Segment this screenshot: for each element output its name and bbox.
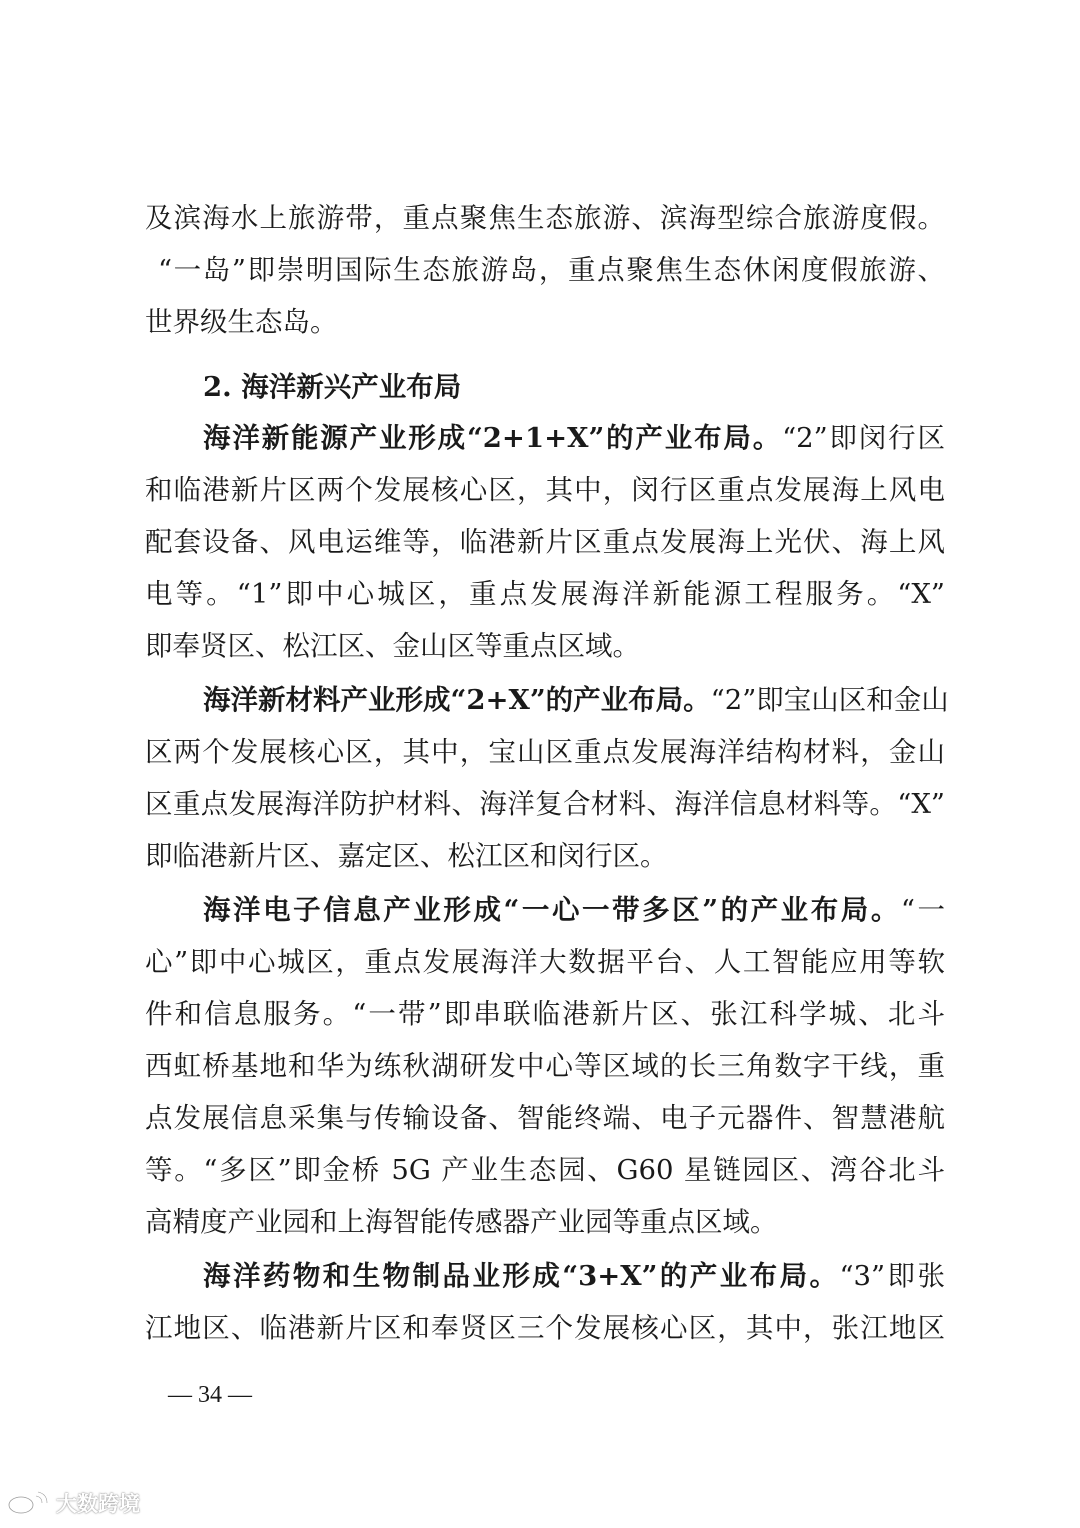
paragraph-lead: 海洋药物和生物制品业形成“3+X”的产业布局。: [203, 1260, 840, 1292]
paragraph-text: “一: [900, 894, 946, 926]
body-line: 等。“多区”即金桥 5G 产业生态园、G60 星链园区、湾谷北斗: [145, 1154, 945, 1186]
body-line: 电等。“1”即中心城区，重点发展海洋新能源工程服务。“X”: [145, 578, 945, 610]
body-line: 及滨海水上旅游带，重点聚焦生态旅游、滨海型综合旅游度假。: [145, 202, 945, 234]
watermark: [6, 1488, 140, 1518]
body-line: 世界级生态岛。: [145, 306, 338, 338]
body-line: [203, 418, 945, 458]
body-line: [203, 890, 945, 930]
body-line: “一岛”即崇明国际生态旅游岛，重点聚焦生态休闲度假旅游、: [158, 254, 945, 286]
body-line: 江地区、临港新片区和奉贤区三个发展核心区，其中，张江地区: [145, 1312, 945, 1344]
body-line: 即奉贤区、松江区、金山区等重点区域。: [145, 630, 640, 662]
body-line: 和临港新片区两个发展核心区，其中，闵行区重点发展海上风电: [145, 474, 945, 506]
watermark-text: 大数跨境: [56, 1492, 140, 1516]
body-line: 配套设备、风电运维等，临港新片区重点发展海上光伏、海上风: [145, 526, 945, 558]
weibo-logo-icon: [6, 1490, 50, 1516]
body-line: 区两个发展核心区，其中，宝山区重点发展海洋结构材料，金山: [145, 736, 945, 768]
paragraph-lead: 海洋新能源产业形成“2+1+X”的产业布局。: [203, 422, 783, 454]
section-heading: 2. 海洋新兴产业布局: [203, 371, 462, 403]
body-line: 区重点发展海洋防护材料、海洋复合材料、海洋信息材料等。“X”: [145, 788, 945, 820]
page-number: — 34 —: [168, 1382, 252, 1408]
body-line: 西虹桥基地和华为练秋湖研发中心等区域的长三角数字干线，重: [145, 1050, 945, 1082]
body-line: [203, 1256, 945, 1296]
body-line: 点发展信息采集与传输设备、智能终端、电子元器件、智慧港航: [145, 1102, 945, 1134]
body-line: 高精度产业园和上海智能传感器产业园等重点区域。: [145, 1206, 778, 1238]
body-line: 心”即中心城区，重点发展海洋大数据平台、人工智能应用等软: [145, 946, 945, 978]
paragraph-text: “2”即宝山区和金山: [710, 684, 949, 716]
body-line: [203, 680, 949, 720]
body-line: 即临港新片区、嘉定区、松江区和闵行区。: [145, 840, 668, 872]
paragraph-lead: 海洋新材料产业形成“2+X”的产业布局。: [203, 684, 711, 716]
paragraph-text: “2”即闵行区: [782, 422, 945, 454]
body-line: 件和信息服务。“一带”即串联临港新片区、张江科学城、北斗: [145, 998, 945, 1030]
paragraph-lead: 海洋电子信息产业形成“一心一带多区”的产业布局。: [203, 894, 901, 926]
paragraph-text: “3”即张: [839, 1260, 945, 1292]
